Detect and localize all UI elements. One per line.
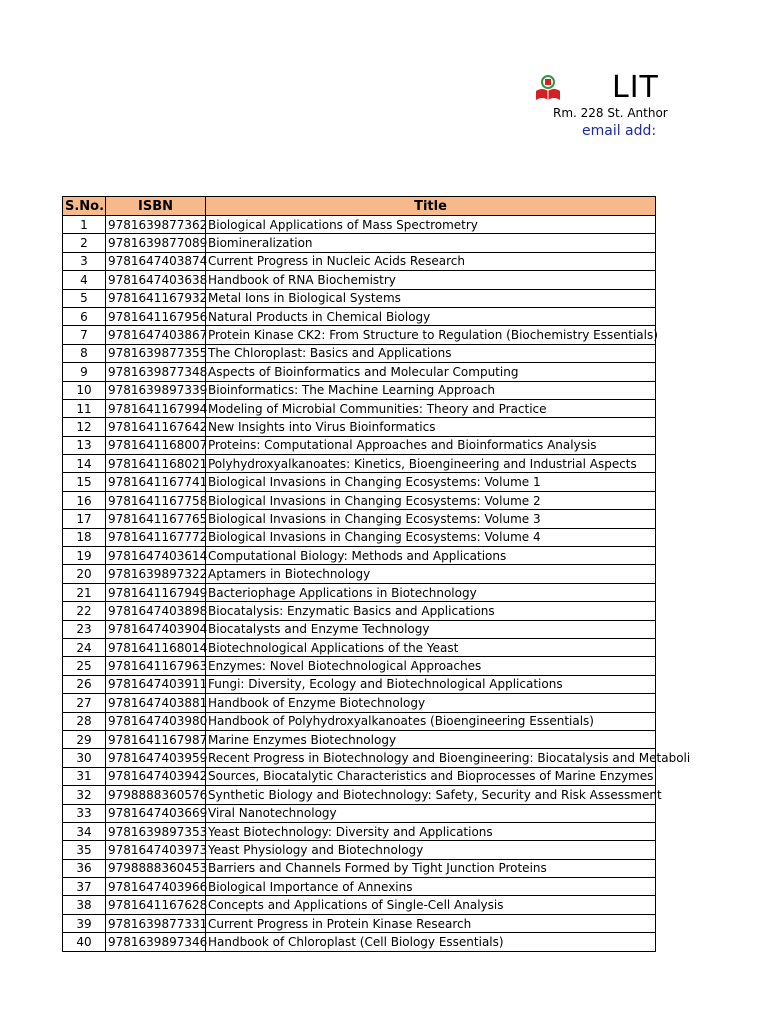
cell-sno: 19 — [63, 547, 106, 565]
cell-isbn: 9781639877362 — [106, 216, 206, 234]
cell-sno: 18 — [63, 528, 106, 546]
cell-sno: 21 — [63, 583, 106, 601]
cell-title: Enzymes: Novel Biotechnological Approaches — [206, 657, 656, 675]
cell-isbn: 9781639897346 — [106, 933, 206, 951]
company-address: Rm. 228 St. Anthor — [553, 106, 668, 120]
table-row — [63, 473, 656, 491]
cell-title: Protein Kinase CK2: From Structure to Regulation (Biochemistry Essentials) — [206, 326, 656, 344]
table-row — [63, 657, 656, 675]
table-row — [63, 583, 656, 601]
cell-isbn: 9781639877348 — [106, 363, 206, 381]
cell-title: Computational Biology: Methods and Applications — [206, 547, 656, 565]
cell-isbn: 9781639897353 — [106, 822, 206, 840]
cell-isbn: 9781647403966 — [106, 878, 206, 896]
table-row — [63, 436, 656, 454]
cell-sno: 37 — [63, 878, 106, 896]
cell-title: Fungi: Diversity, Ecology and Biotechnological Applications — [206, 675, 656, 693]
cell-sno: 5 — [63, 289, 106, 307]
cell-isbn: 9781641167765 — [106, 510, 206, 528]
cell-isbn: 9798888360453 — [106, 859, 206, 877]
cell-title: Biocatalysis: Enzymatic Basics and Applications — [206, 602, 656, 620]
table-row — [63, 933, 656, 951]
cell-title: Handbook of Chloroplast (Cell Biology Essentials) — [206, 933, 656, 951]
cell-isbn: 9781641168021 — [106, 455, 206, 473]
book-logo-icon — [533, 74, 563, 104]
cell-isbn: 9781639877355 — [106, 344, 206, 362]
cell-isbn: 9781641167949 — [106, 583, 206, 601]
table-row — [63, 896, 656, 914]
cell-isbn: 9781641167963 — [106, 657, 206, 675]
cell-title: Biological Invasions in Changing Ecosystems: Volume 2 — [206, 491, 656, 509]
cell-title: Metal Ions in Biological Systems — [206, 289, 656, 307]
table-row — [63, 418, 656, 436]
cell-isbn: 9781641168007 — [106, 436, 206, 454]
table-row — [63, 804, 656, 822]
cell-isbn: 9781639877331 — [106, 914, 206, 932]
cell-isbn: 9781647403669 — [106, 804, 206, 822]
cell-sno: 38 — [63, 896, 106, 914]
cell-isbn: 9781639897322 — [106, 565, 206, 583]
table-row — [63, 602, 656, 620]
cell-title: Concepts and Applications of Single-Cell Analysis — [206, 896, 656, 914]
table-row — [63, 216, 656, 234]
table-row — [63, 289, 656, 307]
table-row — [63, 749, 656, 767]
cell-isbn: 9781647403904 — [106, 620, 206, 638]
cell-title: Proteins: Computational Approaches and Bioinformatics Analysis — [206, 436, 656, 454]
table-row — [63, 234, 656, 252]
table-row — [63, 822, 656, 840]
cell-isbn: 9781641167758 — [106, 491, 206, 509]
cell-sno: 32 — [63, 786, 106, 804]
table-row — [63, 712, 656, 730]
cell-sno: 24 — [63, 638, 106, 656]
cell-isbn: 9781647403867 — [106, 326, 206, 344]
cell-isbn: 9781641167642 — [106, 418, 206, 436]
cell-title: Recent Progress in Biotechnology and Bioengineering: Biocatalysis and Metaboli — [206, 749, 656, 767]
table-row — [63, 730, 656, 748]
book-table — [62, 196, 691, 952]
cell-isbn: 9781647403942 — [106, 767, 206, 785]
table-row — [63, 878, 656, 896]
cell-isbn: 9781639897339 — [106, 381, 206, 399]
table-row — [63, 510, 656, 528]
company-name: LIT — [612, 70, 659, 105]
cell-title: Bacteriophage Applications in Biotechnology — [206, 583, 656, 601]
table-row — [63, 491, 656, 509]
table-row — [63, 675, 656, 693]
cell-title: Aspects of Bioinformatics and Molecular Computing — [206, 363, 656, 381]
cell-sno: 31 — [63, 767, 106, 785]
cell-isbn: 9781647403874 — [106, 252, 206, 270]
cell-isbn: 9781641167772 — [106, 528, 206, 546]
cell-title: Handbook of RNA Biochemistry — [206, 271, 656, 289]
cell-sno: 3 — [63, 252, 106, 270]
cell-title: Biocatalysts and Enzyme Technology — [206, 620, 656, 638]
table-header-row — [63, 197, 656, 216]
table-row — [63, 638, 656, 656]
table-row — [63, 547, 656, 565]
cell-title: Barriers and Channels Formed by Tight Junction Proteins — [206, 859, 656, 877]
cell-title: Synthetic Biology and Biotechnology: Safety, Security and Risk Assessment — [206, 786, 656, 804]
cell-title: Natural Products in Chemical Biology — [206, 307, 656, 325]
cell-title: Yeast Physiology and Biotechnology — [206, 841, 656, 859]
cell-isbn: 9781647403614 — [106, 547, 206, 565]
cell-isbn: 9781647403973 — [106, 841, 206, 859]
cell-sno: 40 — [63, 933, 106, 951]
cell-isbn: 9781641167956 — [106, 307, 206, 325]
cell-title: Sources, Biocatalytic Characteristics and Bioprocesses of Marine Enzymes — [206, 767, 656, 785]
company-email: email add: — [582, 123, 657, 139]
table-row — [63, 399, 656, 417]
table-row — [63, 455, 656, 473]
cell-sno: 11 — [63, 399, 106, 417]
cell-sno: 16 — [63, 491, 106, 509]
cell-title: Handbook of Polyhydroxyalkanoates (Bioengineering Essentials) — [206, 712, 656, 730]
cell-sno: 33 — [63, 804, 106, 822]
table-row — [63, 565, 656, 583]
cell-sno: 36 — [63, 859, 106, 877]
cell-title: Viral Nanotechnology — [206, 804, 656, 822]
cell-isbn: 9781647403881 — [106, 694, 206, 712]
cell-title: Marine Enzymes Biotechnology — [206, 730, 656, 748]
table-row — [63, 381, 656, 399]
cell-sno: 6 — [63, 307, 106, 325]
cell-title: Biological Invasions in Changing Ecosystems: Volume 4 — [206, 528, 656, 546]
cell-isbn: 9781647403980 — [106, 712, 206, 730]
cell-isbn: 9781647403898 — [106, 602, 206, 620]
cell-sno: 14 — [63, 455, 106, 473]
cell-isbn: 9781639877089 — [106, 234, 206, 252]
table-row — [63, 271, 656, 289]
table-row — [63, 767, 656, 785]
cell-sno: 2 — [63, 234, 106, 252]
cell-title: Current Progress in Protein Kinase Research — [206, 914, 656, 932]
cell-sno: 26 — [63, 675, 106, 693]
cell-sno: 39 — [63, 914, 106, 932]
table-row — [63, 859, 656, 877]
letterhead-clip — [0, 0, 668, 190]
table-row — [63, 841, 656, 859]
cell-title: Biological Invasions in Changing Ecosystems: Volume 1 — [206, 473, 656, 491]
cell-isbn: 9781641167994 — [106, 399, 206, 417]
table-row — [63, 786, 656, 804]
table-row — [63, 252, 656, 270]
cell-sno: 30 — [63, 749, 106, 767]
table-row — [63, 528, 656, 546]
cell-sno: 34 — [63, 822, 106, 840]
cell-title: Biomineralization — [206, 234, 656, 252]
table-body — [63, 216, 691, 952]
table-row — [63, 363, 656, 381]
cell-sno: 13 — [63, 436, 106, 454]
cell-sno: 10 — [63, 381, 106, 399]
cell-title: Biological Invasions in Changing Ecosystems: Volume 3 — [206, 510, 656, 528]
cell-sno: 8 — [63, 344, 106, 362]
cell-sno: 7 — [63, 326, 106, 344]
cell-sno: 25 — [63, 657, 106, 675]
cell-sno: 15 — [63, 473, 106, 491]
cell-title: Polyhydroxyalkanoates: Kinetics, Bioengineering and Industrial Aspects — [206, 455, 656, 473]
cell-title: The Chloroplast: Basics and Applications — [206, 344, 656, 362]
cell-sno: 9 — [63, 363, 106, 381]
cell-isbn: 9781647403911 — [106, 675, 206, 693]
letterhead — [0, 0, 768, 190]
cell-title: Biological Importance of Annexins — [206, 878, 656, 896]
cell-isbn: 9781647403959 — [106, 749, 206, 767]
cell-sno: 4 — [63, 271, 106, 289]
cell-sno: 27 — [63, 694, 106, 712]
table-row — [63, 326, 656, 344]
table-row — [63, 307, 656, 325]
cell-title: Handbook of Enzyme Biotechnology — [206, 694, 656, 712]
column-header-isbn: ISBN — [106, 197, 206, 216]
table-row — [63, 914, 656, 932]
cell-title: Biotechnological Applications of the Yeast — [206, 638, 656, 656]
cell-title: Modeling of Microbial Communities: Theory and Practice — [206, 399, 656, 417]
cell-sno: 1 — [63, 216, 106, 234]
cell-isbn: 9781641168014 — [106, 638, 206, 656]
column-header-sno: S.No. — [63, 197, 106, 216]
cell-title: Aptamers in Biotechnology — [206, 565, 656, 583]
cell-title: Yeast Biotechnology: Diversity and Applications — [206, 822, 656, 840]
cell-title: Biological Applications of Mass Spectrometry — [206, 216, 656, 234]
cell-sno: 22 — [63, 602, 106, 620]
table-row — [63, 620, 656, 638]
cell-sno: 12 — [63, 418, 106, 436]
cell-isbn: 9781641167741 — [106, 473, 206, 491]
cell-sno: 17 — [63, 510, 106, 528]
cell-title: New Insights into Virus Bioinformatics — [206, 418, 656, 436]
cell-isbn: 9798888360576 — [106, 786, 206, 804]
cell-isbn: 9781647403638 — [106, 271, 206, 289]
cell-sno: 29 — [63, 730, 106, 748]
cell-sno: 23 — [63, 620, 106, 638]
table-row — [63, 344, 656, 362]
cell-sno: 20 — [63, 565, 106, 583]
column-header-title: Title — [206, 197, 656, 216]
cell-title: Current Progress in Nucleic Acids Research — [206, 252, 656, 270]
book-list-sheet — [62, 196, 691, 952]
cell-isbn: 9781641167932 — [106, 289, 206, 307]
table-row — [63, 694, 656, 712]
cell-isbn: 9781641167987 — [106, 730, 206, 748]
cell-sno: 28 — [63, 712, 106, 730]
cell-sno: 35 — [63, 841, 106, 859]
cell-title: Bioinformatics: The Machine Learning Approach — [206, 381, 656, 399]
cell-isbn: 9781641167628 — [106, 896, 206, 914]
